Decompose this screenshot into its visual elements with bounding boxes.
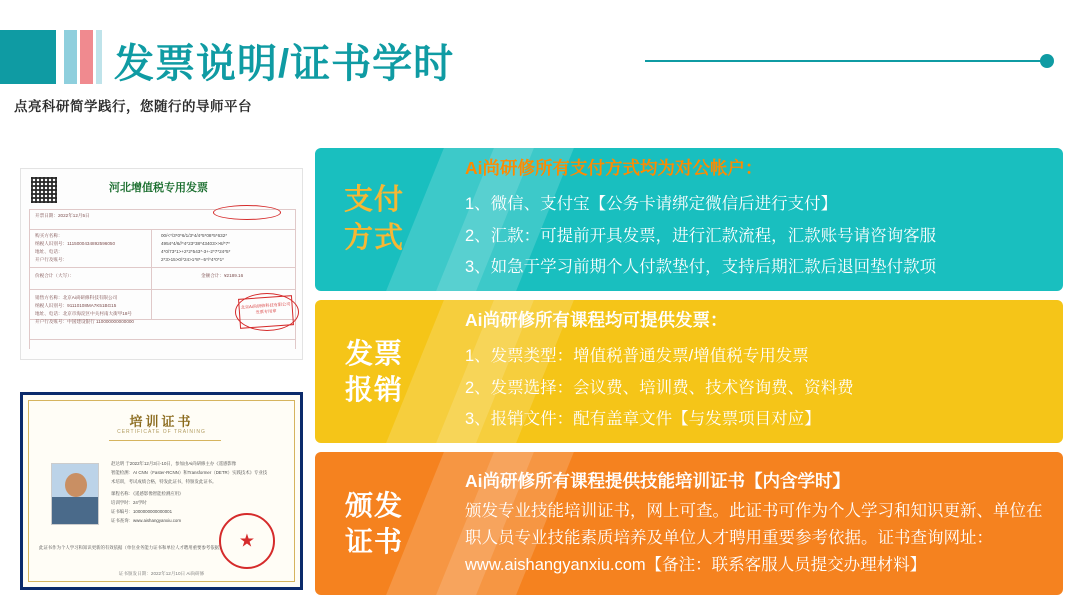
panel-tab-line1: 颁发 (344, 489, 403, 521)
list-item: 1、发票类型：增值税普通发票/增值税专用发票 (465, 346, 809, 365)
invoice-title: 河北增值税专用发票 (109, 182, 208, 194)
invoice-sample-image (20, 168, 303, 360)
invoice-code-line: 4954*4/6//*4*23*38*43403>>8/*7* (161, 241, 230, 246)
invoice-line: 销售方名称：北京Ai尚研修科技有限公司 (35, 295, 118, 300)
invoice-line: 开票日期：2022年12月5日 (35, 213, 90, 218)
invoice-line: 开户行及账号： (35, 257, 68, 262)
invoice-line: 地址、电话：北京市海淀区中关村南大街甲18号 (35, 311, 132, 316)
certificate-seal (219, 513, 275, 569)
certificate-rule (109, 440, 221, 441)
invoice-line: 纳税人识别号：91110108MA7K51BG15 (35, 303, 117, 308)
invoice-line: 购买方名称： (35, 233, 63, 238)
panel-paragraph: 颁发专业技能培训证书，网上可查。此证书可作为个人学习和知识更新、单位在职人员专业技能素质培养及单位人才聘用重要参考依据。证书查询网址：www.aishangyanxiu.com【备注：联系客服人员提交办理材料】 (465, 502, 1043, 574)
panel-body-payment (465, 148, 1049, 291)
header-accent-block (0, 30, 56, 84)
panel-heading: Ai尚研修所有课程均可提供发票： (465, 309, 728, 330)
page-title: 发票说明/证书学时 (114, 42, 455, 86)
list-item: 3、报销文件：配有盖章文件【与发票项目对应】 (465, 410, 821, 429)
certificate-subtitle: CERTIFICATE OF TRAINING (117, 429, 206, 435)
certificate-photo (51, 463, 99, 525)
panel-list (465, 341, 1049, 436)
certificate-title: 培训证书 (129, 414, 194, 429)
list-item: 1、微信、支付宝【公务卡请绑定微信后进行支付】 (465, 194, 838, 213)
highlight-ellipse-top (213, 205, 281, 220)
header-accent-bar-blue (64, 30, 77, 84)
invoice-line: 价税合计（大写）： (35, 273, 75, 278)
panel-tab-invoice (315, 300, 433, 443)
panel-tab-line1: 发票 (344, 337, 403, 369)
header-divider-line (645, 60, 1045, 62)
panel-heading: Ai尚研修所有课程提供技能培训证书【内含学时】 (465, 471, 850, 492)
certificate-note: 此证书作为个人学习和知识更新的有效依据（单位业务能力证书和单位人才聘用重要参考依据） (39, 545, 224, 550)
panel-body-invoice (465, 300, 1049, 443)
certificate-field: 赵达明 于2022年12月3日-10日，参加由Ai尚研修主办《遥感影像 (111, 461, 237, 466)
invoice-code-line: 00/<*/3*0*6/1/3*4/4*5*08*5*632* (161, 233, 228, 238)
panel-certificate (315, 452, 1063, 595)
invoice-line: 地址、电话： (35, 249, 63, 254)
certificate-field: 培训学时：24学时 (111, 500, 147, 505)
page-subtitle: 点亮科研简学践行，您随行的导师平台 (14, 99, 252, 114)
invoice-amount: 金额合计：¥2189.16 (201, 273, 244, 278)
invoice-line: 开户行及账号：中国建设银行 110000000000000 (35, 319, 134, 324)
panel-heading: Ai尚研修所有支付方式均为对公帐户： (465, 157, 763, 178)
header-accent-bar-light (96, 30, 102, 84)
panel-tab-line2: 方式 (343, 221, 404, 254)
invoice-code-line: 4*0/73*1>+2*2*543*-3+-2*7*24*5* (161, 249, 231, 254)
certificate-field: 证书编号：1000000000000001 (111, 509, 173, 514)
panel-body-certificate (465, 452, 1049, 595)
list-item: 2、发票选择：会议费、培训费、技术咨询费、资料费 (465, 378, 854, 397)
certificate-field: 智能检测：AI CNN（Faster-RCNN）和Transformer（DETR）实践技术》专业技 (111, 470, 268, 475)
certificate-footer: 证书颁发日期：2022年12月10日 Ai尚研修 (118, 571, 205, 576)
header-accent-bar-red (80, 30, 93, 84)
panel-tab-line1: 支付 (343, 184, 404, 217)
panel-tab-payment (315, 148, 433, 291)
panel-tab-line2: 报销 (344, 373, 403, 405)
header-dot-marker (1040, 54, 1054, 68)
certificate-field: 术培训，考试成绩合格，特发此证书，特颁发此证书。 (111, 479, 217, 484)
qr-code-icon (31, 177, 57, 203)
list-item: 2、汇款：可提前开具发票，进行汇款流程，汇款账号请咨询客服 (465, 226, 937, 245)
invoice-code-line: 2*3>15>0/*24>1*8*--5*/*4*0*1* (161, 257, 224, 262)
invoice-line: 纳税人识别号：1115000434892596050 (35, 241, 116, 246)
invoice-stamp: 北京Ai尚研修科技有限公司 发票专用章 (238, 295, 294, 329)
certificate-field: 证书查询：www.aishangyanxiu.com (111, 518, 182, 523)
training-certificate-image (20, 392, 303, 590)
panel-list (465, 189, 1049, 284)
certificate-field: 课程名称：《遥感影像智能检测应用》 (111, 491, 184, 496)
panel-tab-certificate (315, 452, 433, 595)
list-item: 3、如急于学习前期个人付款垫付，支持后期汇款后退回垫付款项 (465, 258, 937, 277)
panel-tab-line2: 证书 (344, 525, 403, 557)
panel-payment (315, 148, 1063, 291)
panel-invoice (315, 300, 1063, 443)
page-header (0, 0, 1080, 130)
